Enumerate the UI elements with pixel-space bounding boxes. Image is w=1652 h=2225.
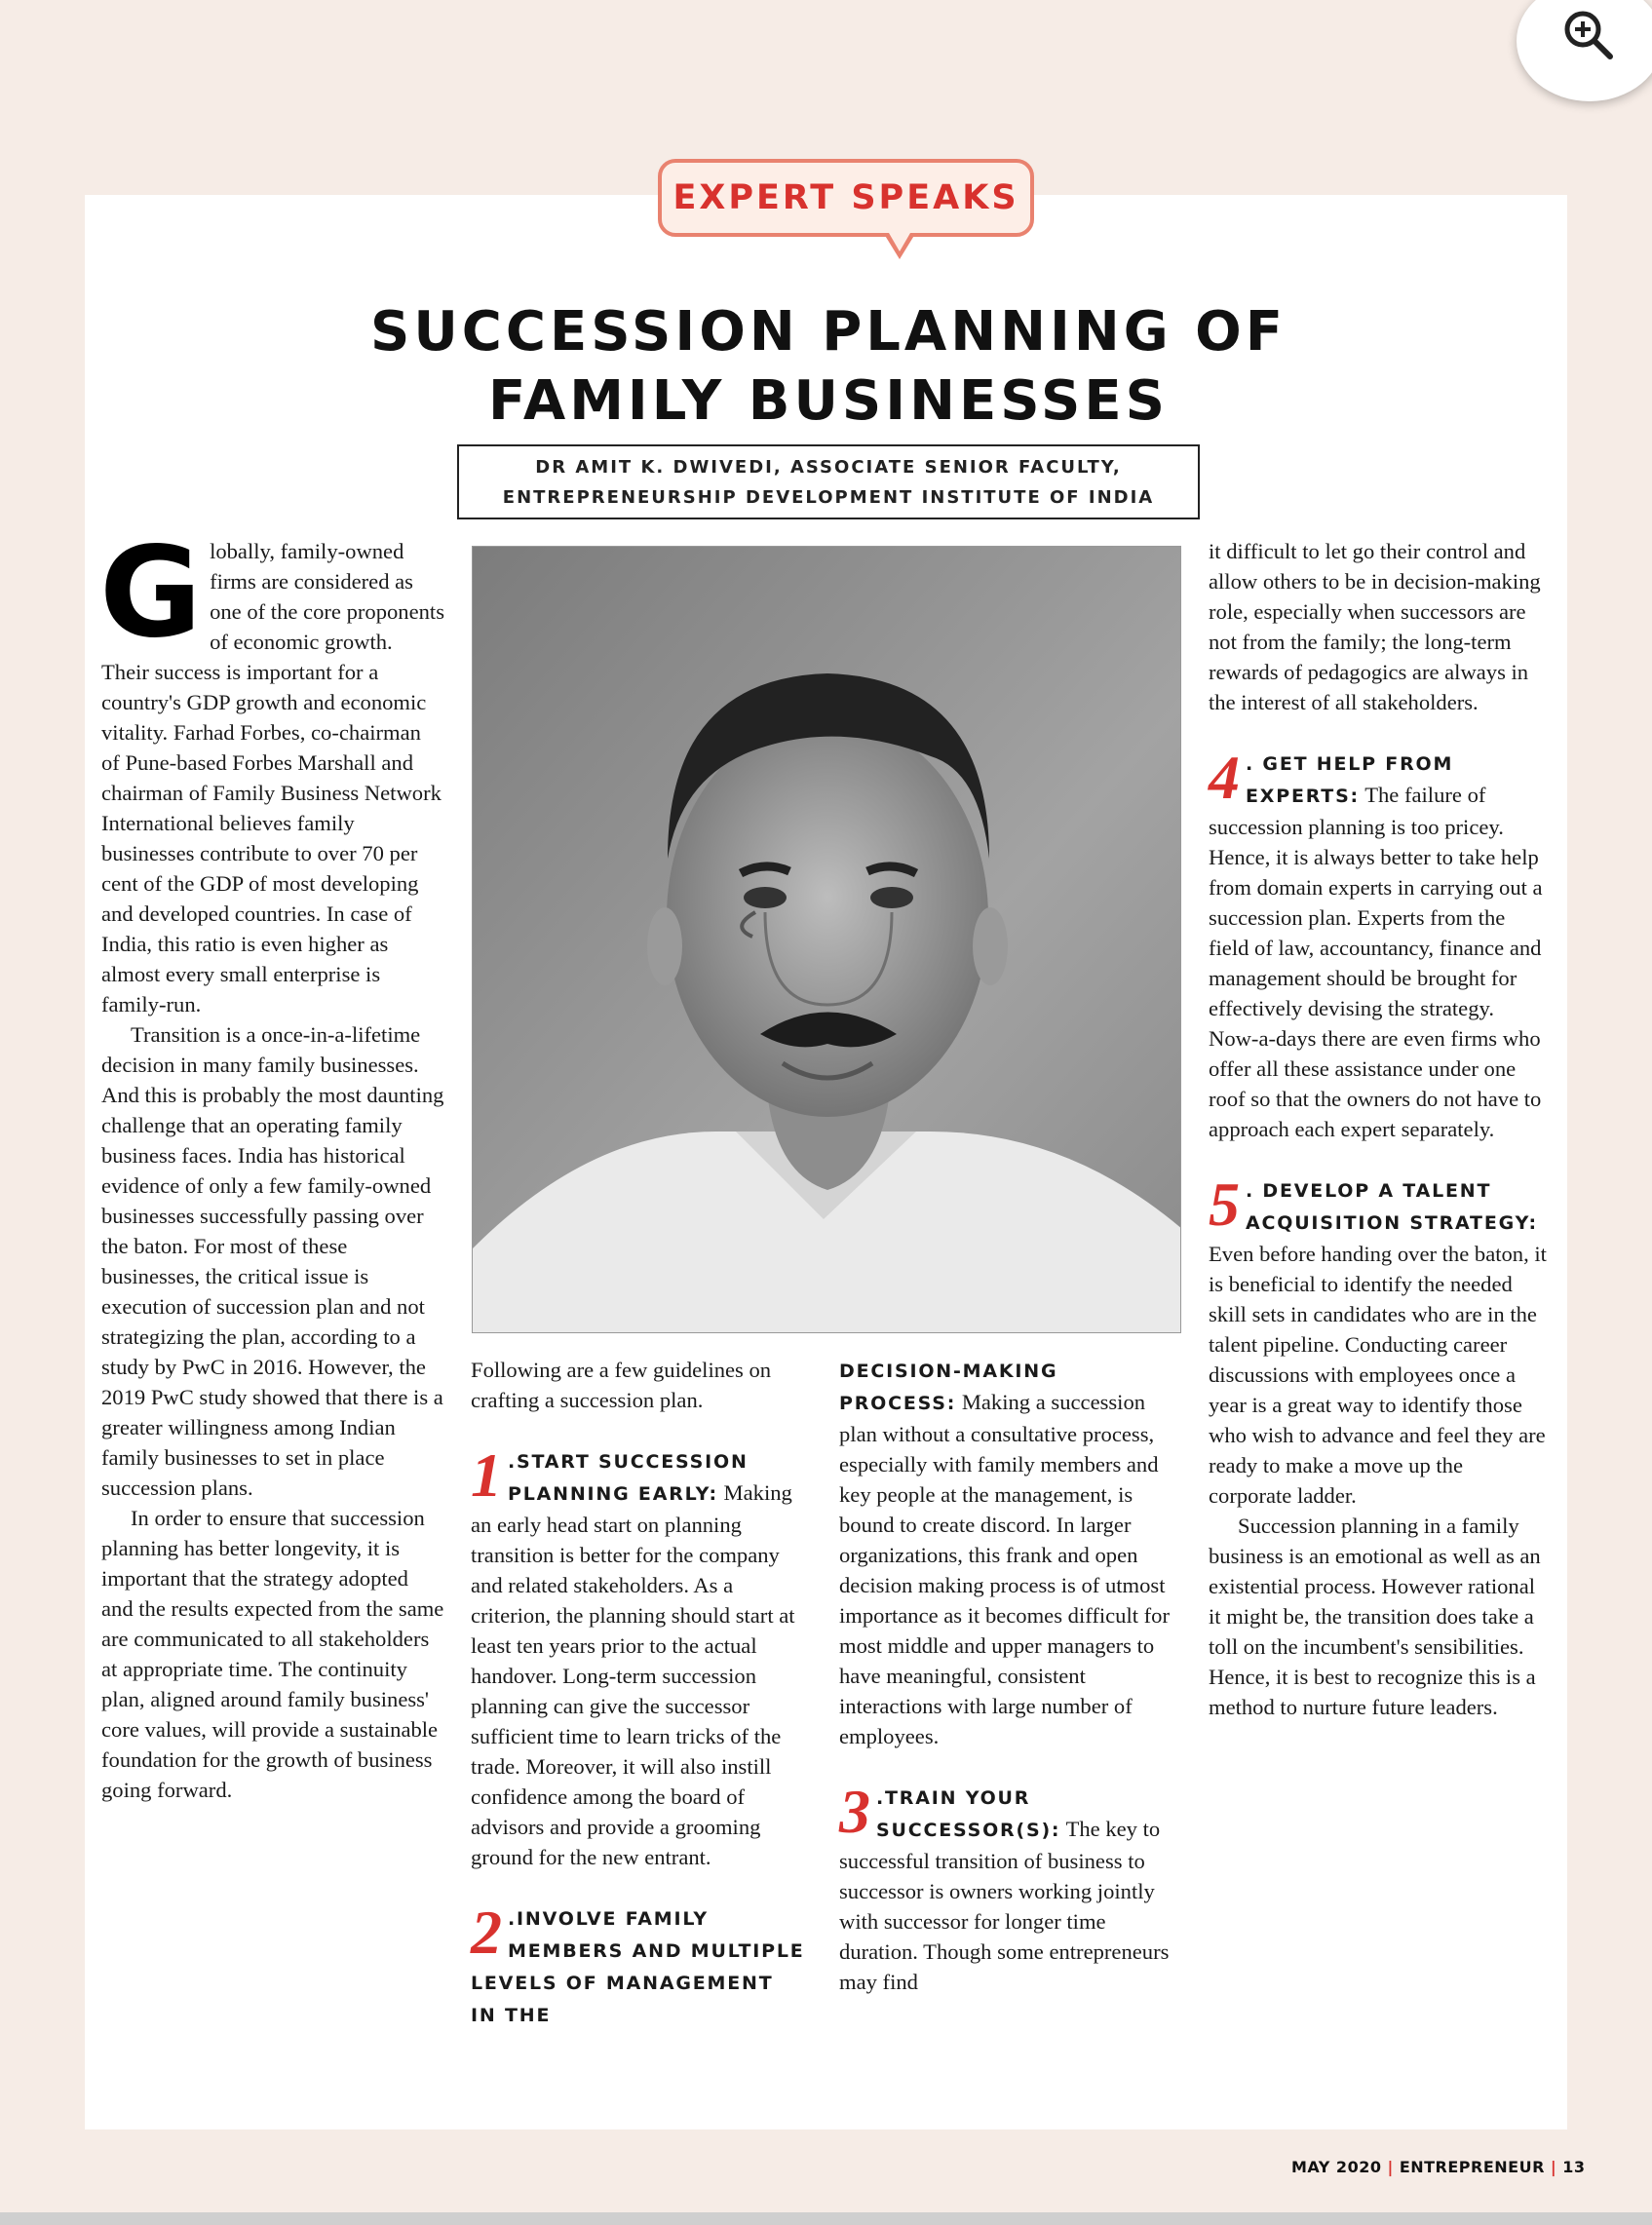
section-4 [1209, 743, 1550, 1144]
author-portrait-photo [472, 546, 1181, 1333]
footer-separator: | [1387, 2158, 1394, 2176]
paragraph-longevity: In order to ensure that succession planning has better longevity, it is important that the strategy adopted and the results expected from the same are communicated to all stakeholders at appropriate time. The continuity plan, aligned around family business' core values, will provide a sustainable foundation for the growth of business going forward. [101, 1506, 444, 1802]
section-3 [839, 1777, 1178, 1997]
section-1 [471, 1440, 807, 1872]
section-body-2: Making a succession plan without a consultative process, especially with family members and key people at the management, is bound to create discord. In larger organizations, this frank and open decision making process is of utmost importance as it becomes difficult for most middle and upper managers to have meaningful, consistent interactions with large number of employees. [839, 1390, 1171, 1748]
page-footer [1291, 2158, 1586, 2176]
zoom-in-icon [1559, 6, 1618, 64]
section-number-5: 5 [1209, 1170, 1240, 1239]
drop-cap: G [99, 520, 203, 666]
section-number-1: 1 [471, 1440, 502, 1510]
section-2-continued [839, 1355, 1178, 1751]
section-body-3-continued: it difficult to let go their control and allow others to be in decision-making role, especially when successors are not from the family; the long-term rewards of pedagogics are always in the interest of all stakeholders. [1209, 539, 1541, 714]
footer-magazine: ENTREPRENEUR [1399, 2158, 1545, 2176]
section-heading-5: . DEVELOP A TALENT ACQUISITION STRATEGY: [1246, 1180, 1538, 1234]
section-heading-4: . GET HELP FROM EXPERTS: [1246, 753, 1454, 807]
section-heading-2-part2: DECISION-MAKING PROCESS: [839, 1361, 1058, 1414]
footer-separator: | [1550, 2158, 1557, 2176]
section-number-2: 2 [471, 1898, 502, 1967]
section-body-5: Even before handing over the baton, it is beneficial to identify the needed skill sets in candidates who are in the talent pipeline. Conducting career discussions with employees once a year is a great way to identify those who wish to advance and feel they are ready to make a move up the corporate ladder. [1209, 1242, 1547, 1508]
author-byline [457, 444, 1200, 519]
article-column-4 [1209, 536, 1550, 1722]
section-body-3: The key to successful transition of business to successor is owners working jointly with successor for longer time duration. Though some entrepreneurs may find [839, 1817, 1170, 1994]
byline-line-1: DR AMIT K. DWIVEDI, ASSOCIATE SENIOR FACULTY, [535, 457, 1122, 478]
section-5 [1209, 1170, 1550, 1511]
speech-bubble-tail-inner [889, 233, 910, 251]
paragraph-transition: Transition is a once-in-a-lifetime decision in many family businesses. And this is probably the most daunting challenge that an operating family business faces. India has historical evidence of only a few family-owned businesses successfully passing over the baton. For most of these businesses, the critical issue is execution of succession plan and not strategizing the plan, according to a study by PwC in 2016. However, the 2019 PwC study showed that there is a greater willingness among Indian family businesses to set in place succession plans. [101, 1022, 444, 1500]
section-heading-2-part1: .INVOLVE FAMILY MEMBERS AND MULTIPLE LEVELS OF MANAGEMENT IN THE [471, 1908, 805, 2026]
section-body-4: The failure of succession planning is too pricey. Hence, it is always better to take help from domain experts in carrying out a succession plan. Experts from the field of law, accountancy, finance and management should be brought for effectively devising the strategy. Now-a-days there are even firms who offer all these assistance under one roof so that the owners do not have to approach each expert separately. [1209, 783, 1543, 1141]
portrait-image [473, 547, 1181, 1333]
section-body-1: Making an early head start on planning transition is better for the company and related stakeholders. As a criterion, the planning should start at least ten years prior to the actual handover. Long-term succession planning can give the successor sufficient time to learn tricks of the trade. Moreover, it will also instill confidence among the board of advisors and provide a grooming ground for the new entrant. [471, 1480, 795, 1869]
section-number-4: 4 [1209, 743, 1240, 812]
article-column-2 [471, 1355, 807, 2031]
article-column-1 [99, 520, 444, 1805]
headline-line-1: SUCCESSION PLANNING OF [369, 300, 1287, 364]
zoom-in-button[interactable] [1517, 0, 1652, 101]
section-tag: EXPERT SPEAKS [658, 159, 1034, 237]
intro-paragraph [99, 520, 444, 1019]
section-number-3: 3 [839, 1777, 870, 1846]
viewer-bottom-scrollbar[interactable] [0, 2212, 1652, 2225]
section-heading-3: .TRAIN YOUR SUCCESSOR(S): [876, 1787, 1061, 1841]
footer-month: MAY 2020 [1291, 2158, 1382, 2176]
headline-line-2: FAMILY BUSINESSES [488, 369, 1169, 433]
article-column-3 [839, 1355, 1178, 1997]
footer-page-number: 13 [1562, 2158, 1586, 2176]
byline-line-2: ENTREPRENEURSHIP DEVELOPMENT INSTITUTE OF INDIA [502, 487, 1155, 508]
section-2 [471, 1898, 807, 2031]
guidelines-intro: Following are a few guidelines on crafting a succession plan. [471, 1358, 772, 1412]
section-heading-1: .START SUCCESSION PLANNING EARLY: [508, 1451, 749, 1505]
closing-paragraph: Succession planning in a family business is an emotional as well as an existential process. However rational it might be, the transition does take a toll on the incumbent's sensibilities. Hence, it is best to recognize this is a method to nurture future leaders. [1209, 1514, 1541, 1719]
article-headline [195, 297, 1462, 436]
intro-text: lobally, family-owned firms are considered as one of the core proponents of economic growth. Their success is important for a country's GDP growth and economic vitality. Farhad Forbes, co-chairman of Pune-based Forbes Marshall and chairman of Family Business Network International believes family businesses contribute to over 70 per cent of the GDP of most developing and developed countries. In case of India, this ratio is even higher as almost every small enterprise is family-run. [101, 539, 444, 1017]
